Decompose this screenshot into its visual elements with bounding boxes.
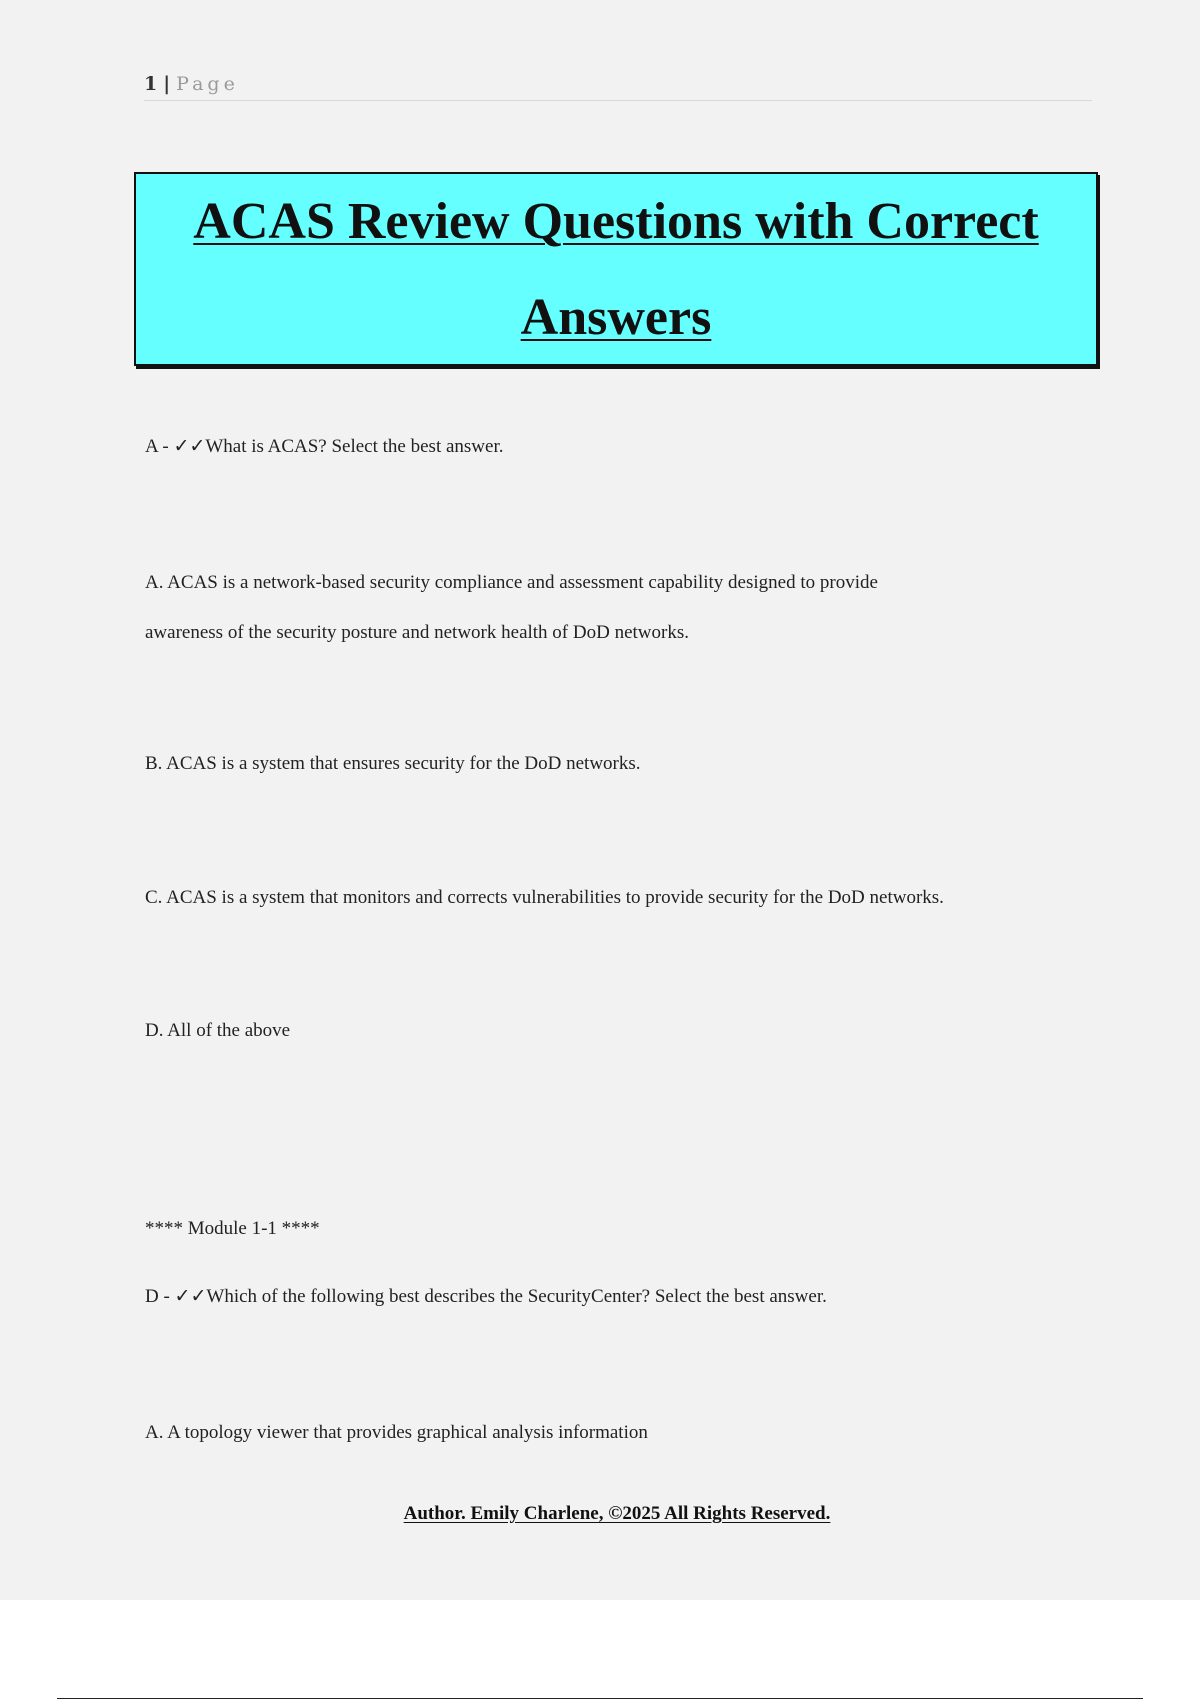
module-heading: **** Module 1-1 **** <box>145 1218 320 1239</box>
document-title <box>136 174 1096 366</box>
copyright-text: Author. Emily Charlene, ©2025 All Rights Reserved. <box>403 1503 831 1524</box>
page-number: 1 <box>144 73 158 95</box>
title-line-2: Answers <box>520 289 712 346</box>
question-1-option-a-line-1: A. ACAS is a network-based security compliance and assessment capability designed to provide <box>145 572 878 593</box>
question-1-option-b: B. ACAS is a system that ensures security for the DoD networks. <box>145 753 641 774</box>
question-1-option-d: D. All of the above <box>145 1020 291 1041</box>
question-2-option-a: A. A topology viewer that provides graphical analysis information <box>145 1422 648 1443</box>
page-separator: | <box>163 73 171 95</box>
question-1-option-c: C. ACAS is a system that monitors and corrects vulnerabilities to provide security for the DoD networks. <box>145 887 944 908</box>
title-line-1: ACAS Review Questions with Correct <box>193 193 1039 250</box>
title-box <box>134 172 1098 366</box>
question-1-option-a-line-2: awareness of the security posture and network health of DoD networks. <box>145 622 689 643</box>
page-header <box>144 72 1092 101</box>
page-label: Page <box>176 73 239 95</box>
question-2-prompt: D - ✓✓Which of the following best describes the SecurityCenter? Select the best answer. <box>145 1286 827 1307</box>
question-1-prompt: A - ✓✓What is ACAS? Select the best answer. <box>145 436 504 457</box>
footer-copyright <box>0 1502 1200 1526</box>
next-page-rule <box>57 1698 1143 1699</box>
